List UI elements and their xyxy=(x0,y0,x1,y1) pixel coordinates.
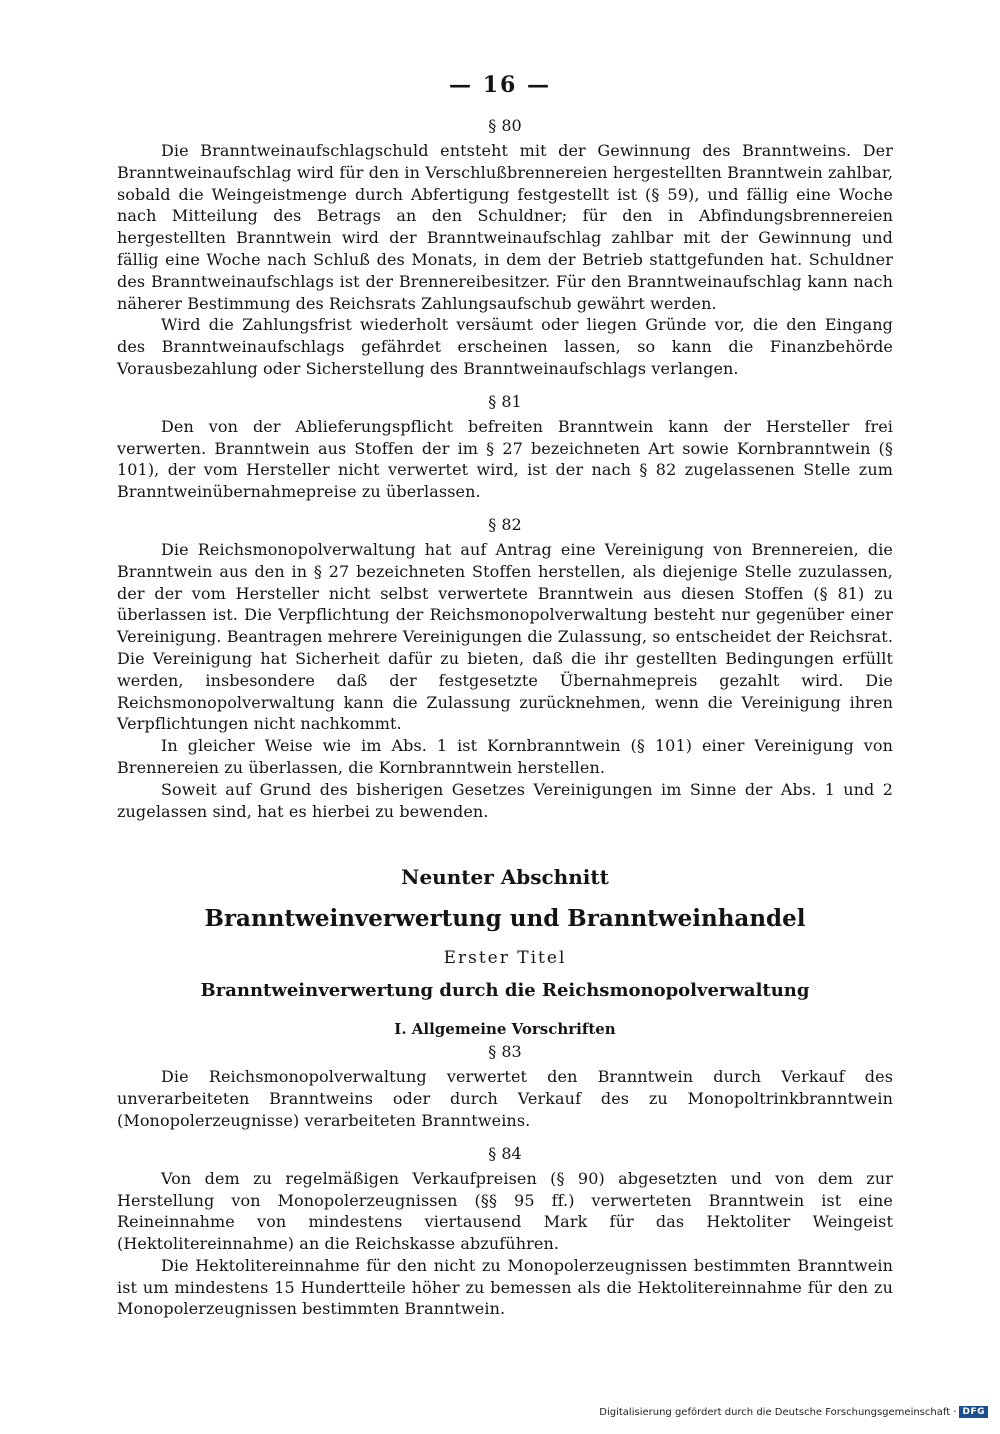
paragraph: In gleicher Weise wie im Abs. 1 ist Kornbranntwein (§ 101) einer Vereinigung von Brennereien zu überlassen, die Kornbranntwein herstellen. xyxy=(117,736,893,777)
dfg-logo: DFG xyxy=(959,1406,988,1418)
subsection-heading: I. Allgemeine Vorschriften xyxy=(394,1020,616,1039)
paragraph: Die Reichsmonopolverwaltung hat auf Antrag eine Vereinigung von Brennereien, die Branntwein aus den in § 27 bezeichneten Stoffen herstellen, als diejenige Stelle zuzulassen, der der vom Hersteller nicht selbst verwertete Branntwein aus diesen Stoffen (§ 81) zu überlassen ist. Die Verpflichtung der Reichsmonopolverwaltung besteht nur gegenüber einer Vereinigung. Beantragen mehrere Vereinigungen die Zulassung, so entscheidet der Reichsrat. Die Vereinigung hat Sicherheit dafür zu bieten, daß die ihr gestellten Bedingungen erfüllt werden, insbesondere daß der festgesetzte Übernahmepreis gezahlt wird. Die Reichsmonopolverwaltung kann die Zulassung zurücknehmen, wenn die Vereinigung ihren Verpflichtungen nicht nachkommt. xyxy=(117,539,893,734)
section-heading: § 83 xyxy=(488,1042,522,1062)
titel-subtitle: Branntweinverwertung durch die Reichsmonopolverwaltung xyxy=(200,980,810,1002)
section-heading: § 82 xyxy=(488,514,522,534)
paragraph: Die Hektolitereinnahme für den nicht zu Monopolerzeugnissen bestimmten Branntwein ist um mindestens 15 Hundertteile höher zu bemessen als die Hektolitereinnahme für den zu Monopolerzeugnissen bestimmten Branntwein. xyxy=(117,1255,893,1319)
page-content xyxy=(117,116,893,1320)
paragraph: Die Branntweinaufschlagschuld entsteht mit der Gewinnung des Branntweins. Der Branntweinaufschlag wird für den in Verschlußbrennereien hergestellten Branntwein zahlbar, sobald die Weingeistmenge durch Abfertigung festgestellt ist (§ 59), und fällig eine Woche nach Mitteilung des Betrags an den Schuldner; für den in Abfindungsbrennereien hergestellten Branntwein wird der Branntweinaufschlag zahlbar mit der Gewinnung und fällig eine Woche nach Schluß des Monats, in dem der Betrieb stattgefunden hat. Schuldner des Branntweinaufschlags ist der Brennereibesitzer. Für den Branntweinaufschlag kann nach näherer Bestimmung des Reichsrats Zahlungsaufschub gewährt werden. xyxy=(117,141,893,313)
section-81 xyxy=(117,392,893,503)
paragraph: Die Reichsmonopolverwaltung verwertet den Branntwein durch Verkauf des unverarbeiteten Branntweins oder durch Verkauf des zu Monopoltrinkbranntwein (Monopolerzeugnisse) verarbeiteten Branntweins. xyxy=(117,1067,893,1130)
abschnitt-heading: Neunter Abschnitt xyxy=(401,865,609,890)
section-84 xyxy=(117,1144,893,1321)
section-heading: § 84 xyxy=(488,1143,522,1163)
paragraph: Den von der Ablieferungspflicht befreiten Branntwein kann der Hersteller frei verwerten. Branntwein aus Stoffen der im § 27 bezeichneten Art sowie Kornbranntwein (§ 101), der vom Hersteller nicht verwertet wird, ist der nach § 82 zugelassenen Stelle zum Branntweinübernahmepreise zu überlassen. xyxy=(117,416,893,502)
paragraph: Von dem zu regelmäßigen Verkaufpreisen (§ 90) abgesetzten und von dem zur Herstellung von Monopolerzeugnissen (§§ 95 ff.) verwerteten Branntwein ist eine Reineinnahme von mindestens viertausend Mark für das Hektoliter Weingeist (Hektolitereinnahme) an die Reichskasse abzuführen. xyxy=(117,1168,893,1254)
section-83 xyxy=(117,1042,893,1131)
chapter-title: Branntweinverwertung und Branntweinhandel xyxy=(204,905,806,933)
titel-heading: Erster Titel xyxy=(443,948,567,969)
paragraph: Soweit auf Grund des bisherigen Gesetzes Vereinigungen im Sinne der Abs. 1 und 2 zugelassen sind, hat es hierbei zu bewenden. xyxy=(117,779,893,821)
page-number: — 16 — xyxy=(449,72,551,98)
chapter-headings xyxy=(117,864,893,1040)
digitization-footer xyxy=(599,1406,988,1418)
section-82 xyxy=(117,515,893,822)
paragraph: Wird die Zahlungsfrist wiederholt versäumt oder liegen Gründe vor, die den Eingang des Branntweinaufschlags gefährdet erscheinen lassen, so kann die Finanzbehörde Vorausbezahlung oder Sicherstellung des Branntweinaufschlags verlangen. xyxy=(117,315,893,378)
section-80 xyxy=(117,116,893,380)
section-heading: § 80 xyxy=(488,116,522,135)
footer-text: Digitalisierung gefördert durch die Deutsche Forschungsgemeinschaft · xyxy=(599,1406,957,1418)
section-heading: § 81 xyxy=(488,391,522,411)
